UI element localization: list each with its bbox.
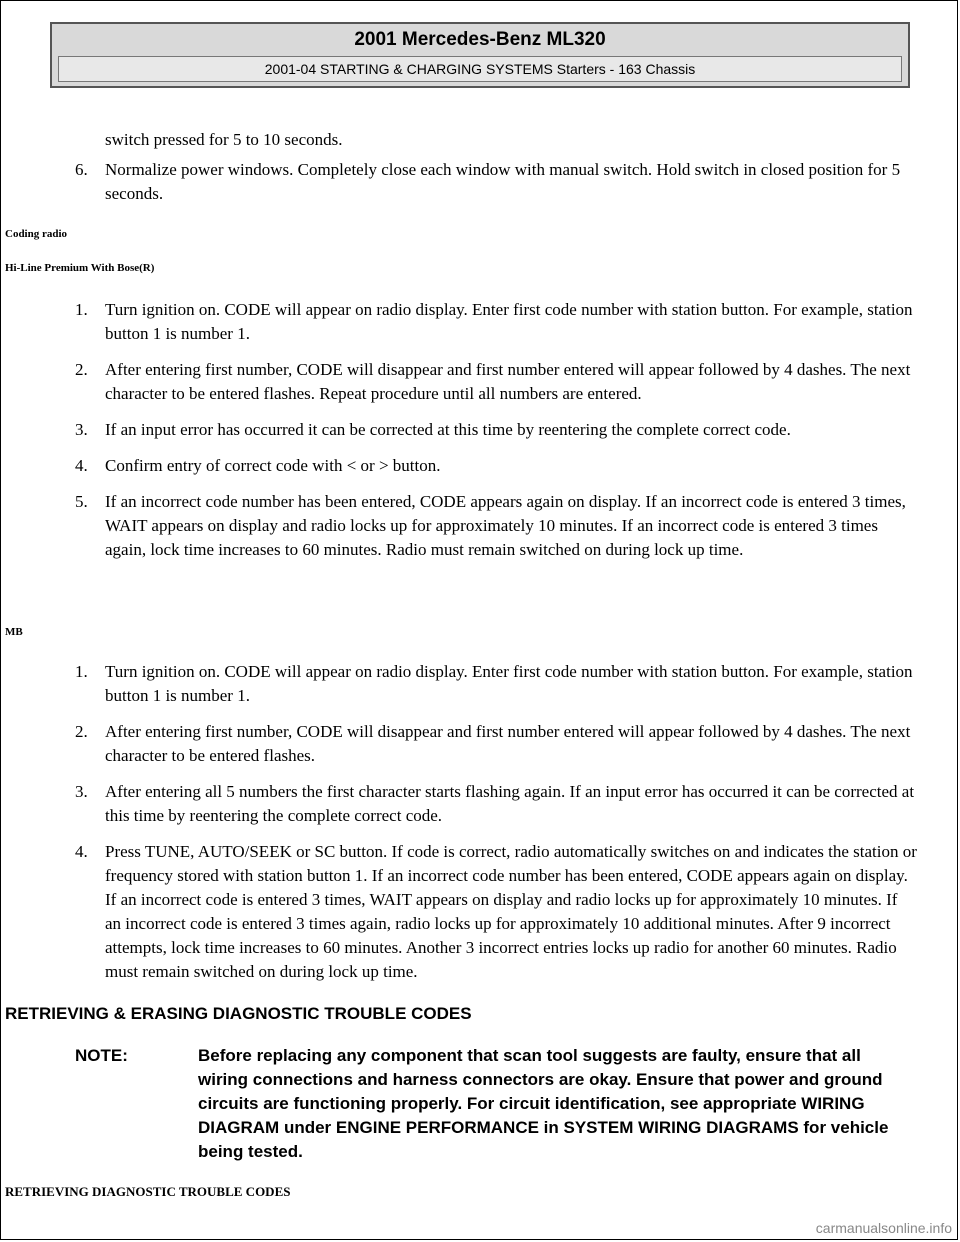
list-text: After entering first number, CODE will disappear and first number entered will appear followed by 4 dashes. The next character to be entered flashes. Repeat procedure until all numbers are entered. <box>105 360 911 403</box>
list-number: 1. <box>75 662 88 681</box>
list-text: Normalize power windows. Completely close each window with manual switch. Hold switch in closed position for 5 seconds. <box>105 160 901 203</box>
list-number: 3. <box>75 420 88 439</box>
list-text: Turn ignition on. CODE will appear on radio display. Enter first code number with station button. For example, station button 1 is number 1. <box>105 662 913 705</box>
list-text: After entering first number, CODE will disappear and first number entered will appear followed by 4 dashes. The next character to be entered flashes. <box>105 722 911 765</box>
section-heading: RETRIEVING & ERASING DIAGNOSTIC TROUBLE CODES <box>5 1004 472 1023</box>
continuation-text: switch pressed for 5 to 10 seconds. <box>105 130 343 149</box>
list-text: Press TUNE, AUTO/SEEK or SC button. If code is correct, radio automatically switches on and indicates the station or frequency stored with station button 1. If an incorrect code number has been entered, CODE appears again on display. If an incorrect code is entered 3 times, WAIT appears on display and radio locks up for approximately 10 minutes. If an incorrect code is entered 3 times again, radio locks up for approximately 10 additional minutes. After 9 incorrect attempts, lock time increases to 60 minutes. Another 3 incorrect entries locks up radio for another 60 minutes. Radio must remain switched on during lock up time. <box>105 842 917 981</box>
header-title: 2001 Mercedes-Benz ML320 <box>354 29 606 50</box>
heading-mb: MB <box>5 626 23 638</box>
list-text: If an input error has occurred it can be corrected at this time by reentering the complete correct code. <box>105 420 791 439</box>
header-subtitle: 2001-04 STARTING & CHARGING SYSTEMS Starters - 163 Chassis <box>58 56 902 82</box>
note-text: Before replacing any component that scan tool suggests are faulty, ensure that all wiring connections and harness connectors are okay. Ensure that power and ground circuits are functioning properly. For circuit identification, see appropriate WIRING DIAGRAM under ENGINE PERFORMANCE in SYSTEM WIRING DIAGRAMS for vehicle being tested. <box>198 1046 889 1161</box>
subsection-heading: RETRIEVING DIAGNOSTIC TROUBLE CODES <box>5 1184 291 1199</box>
heading-coding-radio: Coding radio <box>5 228 68 240</box>
note-label: NOTE: <box>75 1046 128 1065</box>
list-number: 3. <box>75 782 88 801</box>
list-text: If an incorrect code number has been entered, CODE appears again on display. If an incorrect code is entered 3 times, WAIT appears on display and radio locks up for approximately 10 minutes. If an incorrect code is entered 3 times again, lock time increases to 60 minutes. Radio must remain switched on during lock up time. <box>105 492 906 559</box>
list-number: 2. <box>75 722 88 741</box>
list-number: 2. <box>75 360 88 379</box>
heading-hiline: Hi-Line Premium With Bose(R) <box>5 262 155 274</box>
page-header <box>50 22 910 88</box>
list-text: Confirm entry of correct code with < or > button. <box>105 456 441 475</box>
list-number: 4. <box>75 842 88 861</box>
list-number: 4. <box>75 456 88 475</box>
watermark: carmanualsonline.info <box>815 1220 952 1236</box>
list-text: After entering all 5 numbers the first character starts flashing again. If an input error has occurred it can be corrected at this time by reentering the complete correct code. <box>105 782 915 825</box>
list-number: 6. <box>75 160 88 179</box>
list-text: Turn ignition on. CODE will appear on radio display. Enter first code number with station button. For example, station button 1 is number 1. <box>105 300 913 343</box>
list-number: 5. <box>75 492 88 511</box>
list-number: 1. <box>75 300 88 319</box>
